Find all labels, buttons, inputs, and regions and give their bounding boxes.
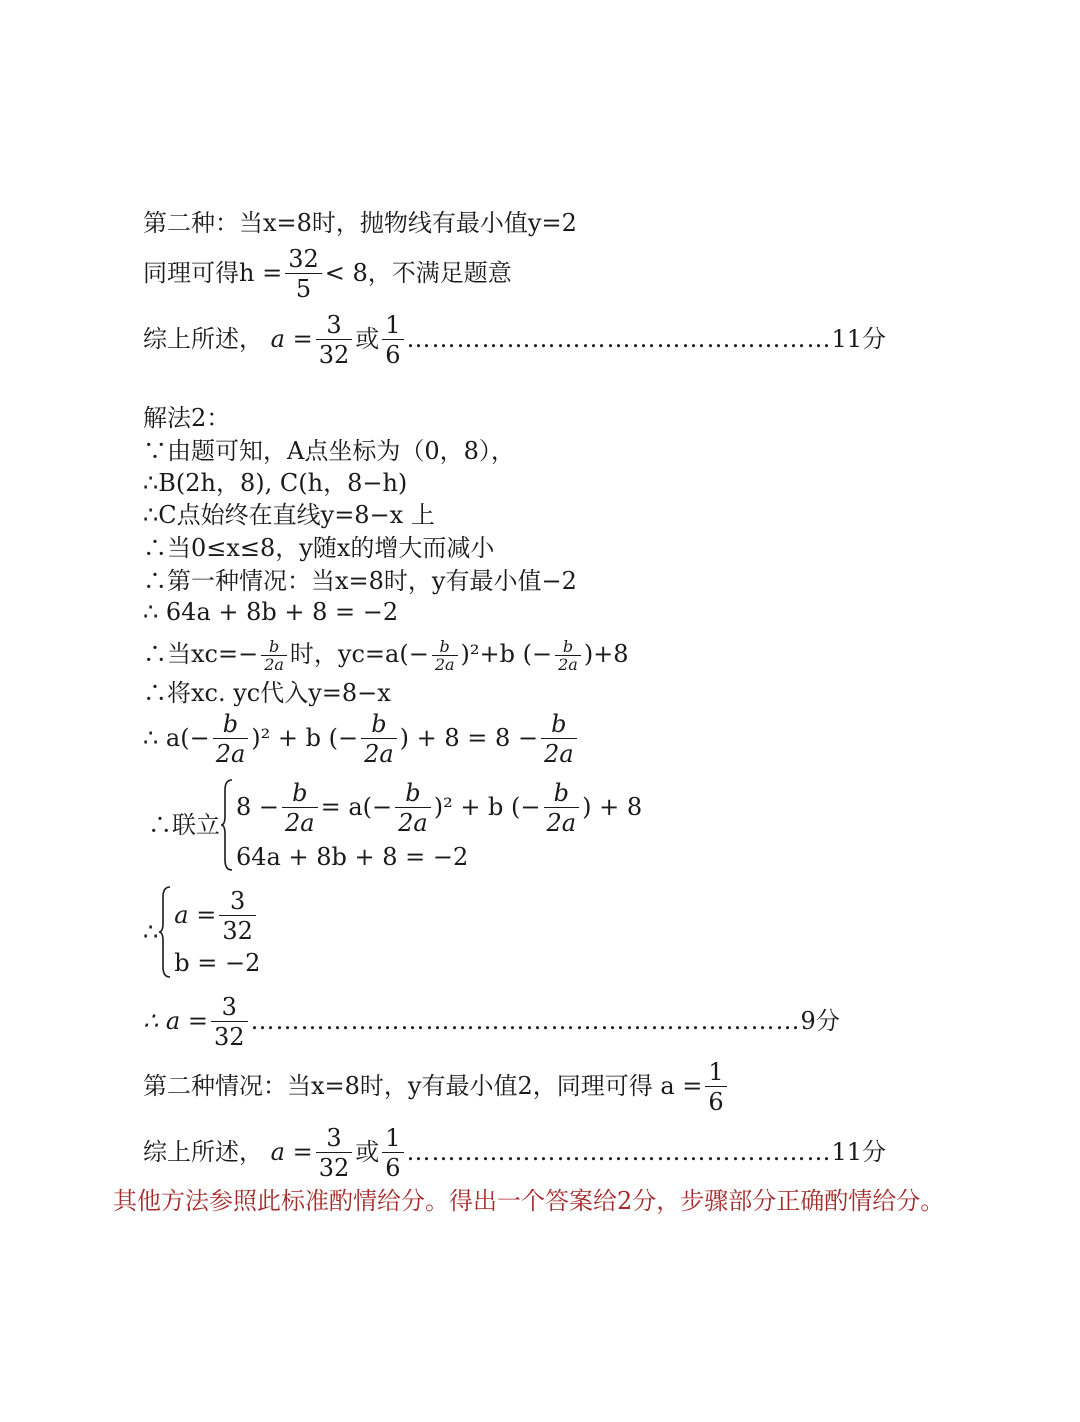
- result-line: [143, 993, 840, 1052]
- system-row-2: b = −2: [174, 948, 261, 977]
- text: ∴当xc=−: [143, 640, 259, 668]
- similarly-h-line: [143, 245, 512, 304]
- grading-note: 其他方法参照此标准酌情给分。得出一个答案给2分，步骤部分正确酌情给分。: [113, 1187, 945, 1215]
- denominator: 2a: [398, 808, 428, 837]
- line-8: ∴将xc. yc代入y=8−x: [143, 679, 391, 707]
- fraction: [382, 1124, 403, 1183]
- line-6: ∴ 64a + 8b + 8 = −2: [143, 598, 399, 626]
- text: 综上所述，: [143, 1138, 263, 1166]
- text: ∴ a(−: [143, 724, 210, 752]
- system-row-2: 64a + 8b + 8 = −2: [236, 842, 469, 871]
- text: ∴ a =: [143, 1007, 208, 1035]
- numerator: 3: [316, 1124, 353, 1153]
- fraction: [432, 638, 458, 673]
- fraction: [316, 311, 353, 370]
- equation-system: [158, 885, 260, 979]
- line-2: ∴B(2h，8), C(h，8−h): [143, 469, 408, 497]
- denominator: 2a: [364, 740, 394, 768]
- case2-line-2: [143, 1058, 730, 1117]
- fraction: [211, 993, 248, 1052]
- fraction: [316, 1124, 353, 1183]
- line-1: ∵由题可知，A点坐标为（0，8），: [143, 437, 515, 465]
- score: 11分: [831, 325, 887, 353]
- system-row-1: [236, 779, 642, 838]
- text: 综上所述，: [143, 325, 263, 353]
- method2-title: 解法2：: [143, 404, 231, 432]
- brace-icon: [220, 778, 234, 872]
- fraction: [544, 779, 580, 838]
- or: 或: [355, 325, 380, 353]
- fraction: [213, 710, 249, 769]
- text: 第二种情况：当x=8时，y有最小值2，同理可得 a =: [143, 1072, 703, 1100]
- denominator: 2a: [215, 740, 246, 768]
- a-equals: a =: [270, 1138, 313, 1166]
- system-1: [148, 778, 642, 872]
- system-row-1: [174, 887, 260, 946]
- numerator: 1: [382, 311, 403, 340]
- fraction: [541, 710, 577, 769]
- line-4: ∴当0≤x≤8，y随x的增大而减小: [143, 534, 495, 562]
- line-9: [143, 710, 580, 769]
- numerator: b: [544, 779, 580, 808]
- a-equals: a =: [270, 325, 313, 353]
- leader-dots: …………………………………………………………: [250, 1007, 801, 1035]
- score: 9分: [800, 1007, 840, 1035]
- text: 同理可得h =: [143, 259, 283, 287]
- fraction: [395, 779, 431, 838]
- or: 或: [355, 1138, 380, 1166]
- denominator: 32: [318, 1154, 350, 1182]
- fraction: [285, 245, 322, 304]
- numerator: 32: [285, 245, 322, 274]
- case2-line: 第二种：当x=8时，抛物线有最小值y=2: [143, 209, 577, 237]
- numerator: b: [213, 710, 249, 739]
- equation-system: [220, 778, 642, 872]
- text: < 8，不满足题意: [324, 259, 512, 287]
- system-2: [143, 885, 260, 979]
- text: ∴: [143, 918, 159, 946]
- fraction: [555, 638, 581, 673]
- denominator: 2a: [264, 655, 284, 674]
- text: )² + b (−: [433, 792, 541, 821]
- numerator: 3: [211, 993, 248, 1022]
- text: 时，yc=a(−: [289, 640, 429, 668]
- leader-dots: ……………………………………………: [406, 1138, 832, 1166]
- denominator: 6: [385, 1154, 401, 1182]
- numerator: b: [395, 779, 431, 808]
- denominator: 2a: [544, 740, 574, 768]
- text: )+8: [583, 640, 629, 668]
- fraction: [705, 1058, 726, 1117]
- text: ) + 8: [582, 792, 643, 821]
- denominator: 5: [295, 275, 312, 303]
- numerator: b: [261, 638, 287, 656]
- denominator: 32: [213, 1023, 245, 1051]
- denominator: 32: [318, 341, 350, 369]
- text: )² + b (−: [251, 724, 359, 752]
- numerator: 3: [219, 887, 256, 916]
- fraction: [382, 311, 403, 370]
- numerator: b: [541, 710, 577, 739]
- leader-dots: ……………………………………………: [406, 325, 832, 353]
- denominator: 2a: [558, 655, 578, 674]
- numerator: 3: [316, 311, 353, 340]
- numerator: b: [361, 710, 397, 739]
- fraction: [261, 638, 287, 673]
- fraction: [282, 779, 318, 838]
- brace-icon: [158, 885, 172, 979]
- text: ∴联立: [148, 811, 220, 839]
- line-7: [143, 638, 629, 673]
- text: = a(−: [320, 792, 393, 821]
- text: a =: [174, 900, 217, 929]
- text: ) + 8 = 8 −: [399, 724, 539, 752]
- numerator: 1: [382, 1124, 403, 1153]
- denominator: 2a: [434, 655, 455, 674]
- fraction: [219, 887, 256, 946]
- numerator: b: [432, 638, 458, 656]
- numerator: b: [282, 779, 318, 808]
- line-3: ∴C点始终在直线y=8−x 上: [143, 501, 435, 529]
- numerator: 1: [705, 1058, 726, 1087]
- line-5: ∴第一种情况：当x=8时，y有最小值−2: [143, 567, 577, 595]
- denominator: 6: [708, 1088, 724, 1116]
- summary-line-2: [143, 1124, 886, 1183]
- text: )²+b (−: [460, 640, 553, 668]
- fraction: [361, 710, 397, 769]
- denominator: 2a: [285, 808, 315, 837]
- score: 11分: [831, 1138, 887, 1166]
- denominator: 32: [222, 916, 253, 945]
- summary-line-1: [143, 311, 886, 370]
- denominator: 6: [385, 341, 401, 369]
- denominator: 2a: [546, 808, 577, 837]
- text: 8 −: [236, 792, 280, 821]
- numerator: b: [555, 638, 581, 656]
